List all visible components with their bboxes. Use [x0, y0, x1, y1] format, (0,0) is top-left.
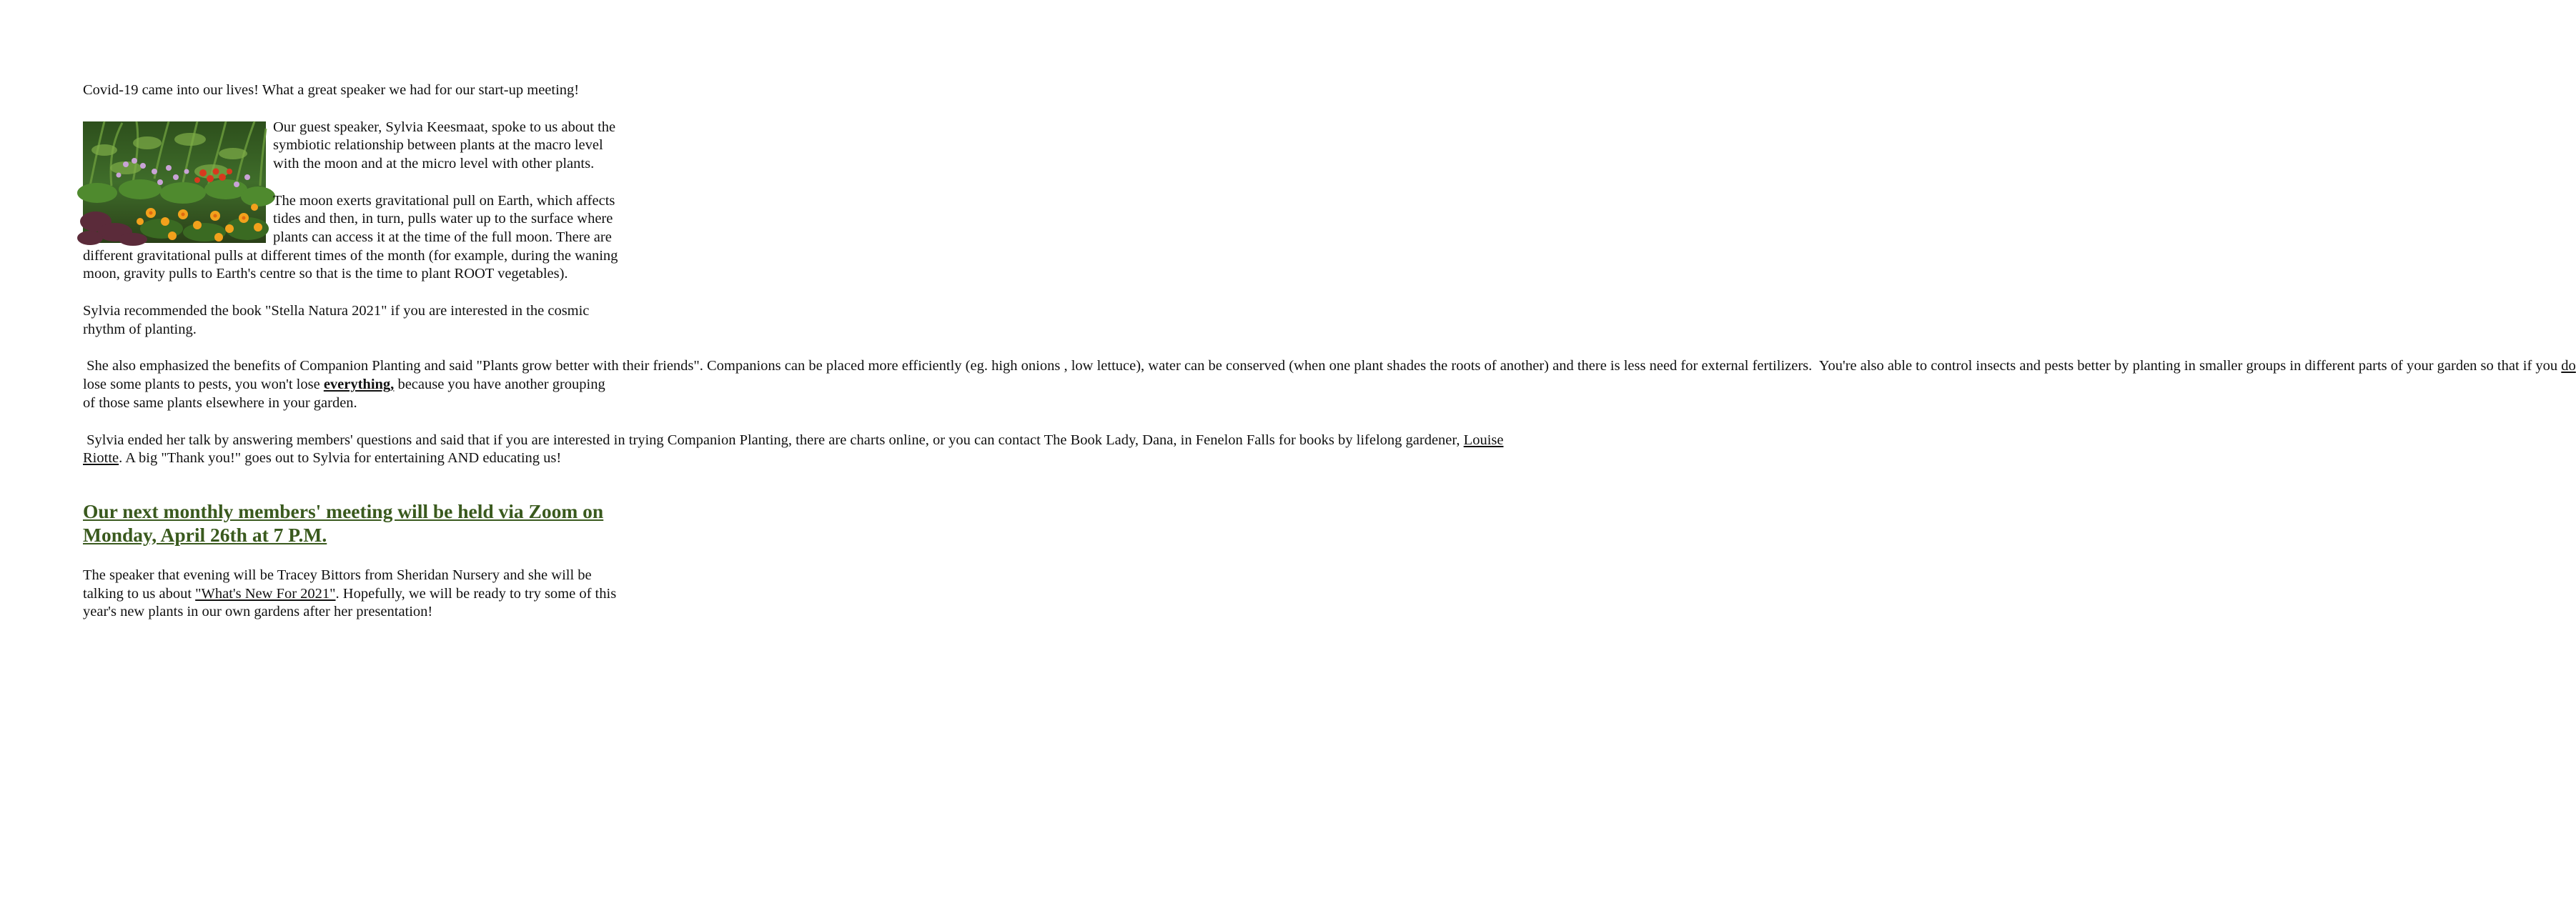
closing-paragraph: [83, 432, 1504, 468]
garden-photo-icon: [83, 121, 266, 243]
companion-text-lead: She also emphasized the benefits of Companion Planting and said "Plants grow better with their friends". Companions can be placed more efficiently (eg. high onions , low lettuce), water can be conserved (when one plant shades the roots of another) and there is less need for external fertilizers. You're also able to control insects and pests better by planting in smaller groups in different parts of your garden so that if you: [83, 358, 2562, 374]
companion-text-mid: lose some plants to pests, you won't lose: [83, 377, 324, 393]
next-speaker-tail: . Hopefully, we will be ready to try some of this year's new plants in our own gardens after her presentation!: [83, 585, 617, 620]
companion-paragraph: [83, 357, 2576, 412]
moon-paragraph: The moon exerts gravitational pull on Earth, which affects tides and then, in turn, pulls water up to the surface where plants can access it at the time of the full moon. There are different gravitational pulls at different times of the month (for example, during the waning moon, gravity pulls to Earth's centre so that is the time to plant ROOT vegetables).: [83, 192, 618, 282]
talk-title: "What's New For 2021": [195, 585, 336, 602]
emphasis-everything: everything,: [323, 377, 395, 393]
next-speaker-lead: The speaker that evening will be Tracey Bittors from Sheridan Nursery and she will be talking to us about: [83, 567, 592, 602]
closing-text-lead: Sylvia ended her talk by answering members' questions and said that if you are interested in trying Companion Planting, there are charts online, or you can contact The Book Lady, Dana, in Fenelon Falls for books by lifelong gardener,: [83, 432, 1464, 448]
emphasis-do: do: [2561, 358, 2576, 374]
speaker-section: [83, 119, 620, 284]
next-speaker-paragraph: [83, 567, 620, 622]
companion-text-tail: because you have another grouping of those same plants elsewhere in your garden.: [83, 377, 605, 411]
intro-paragraph: Covid-19 came into our lives! What a great speaker we had for our start-up meeting!: [83, 82, 580, 98]
closing-text-tail: . A big "Thank you!" goes out to Sylvia for entertaining AND educating us!: [119, 450, 562, 467]
newsletter-page: [83, 81, 2576, 622]
speaker-paragraph: Our guest speaker, Sylvia Keesmaat, spoke to us about the symbiotic relationship between plants at the macro level with the moon and at the micro level with other plants.: [273, 119, 616, 172]
meeting-heading: Our next monthly members' meeting will be held via Zoom on Monday, April 26th at 7 P.M.: [83, 499, 604, 546]
author-name: Louise Riotte: [83, 432, 1504, 467]
book-paragraph: Sylvia recommended the book "Stella Natura 2021" if you are interested in the cosmic rhythm of planting.: [83, 303, 590, 337]
